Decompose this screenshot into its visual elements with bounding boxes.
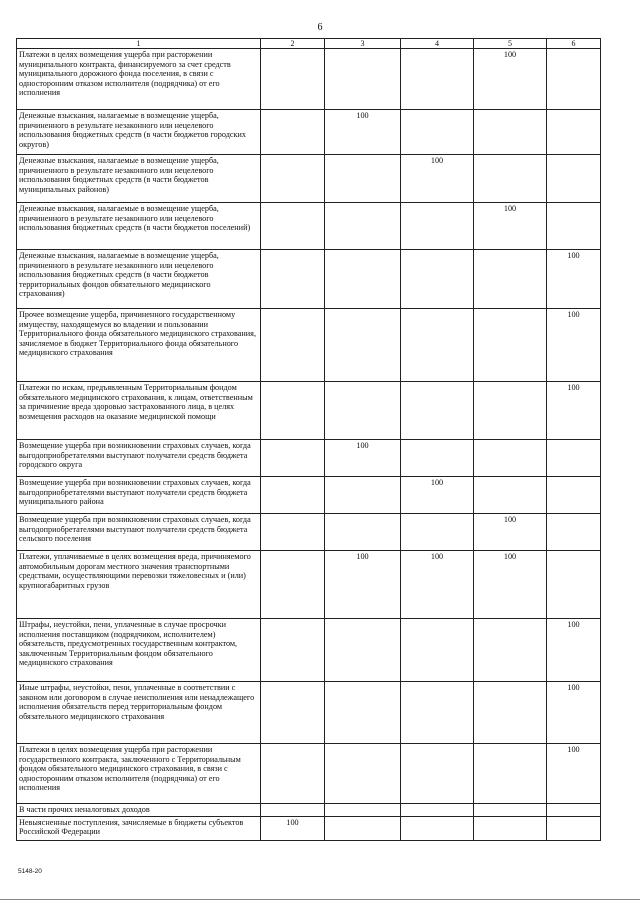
percent-cell <box>261 477 325 514</box>
percent-cell: 100 <box>401 155 474 203</box>
percent-cell: 100 <box>401 551 474 619</box>
percent-cell <box>261 155 325 203</box>
percent-cell <box>474 110 547 155</box>
percent-cell <box>261 382 325 440</box>
percent-cell <box>474 309 547 382</box>
percent-cell <box>547 477 601 514</box>
percent-cell <box>474 816 547 840</box>
percent-cell <box>261 514 325 551</box>
percent-cell <box>325 250 401 309</box>
percent-cell <box>547 816 601 840</box>
percent-cell <box>547 203 601 250</box>
row-description: Платежи по искам, предъявленным Территориальным фондом обязательного медицинского страхования, к лицам, ответственным за причинение вреда здоровью застрахованного лица, в целях возмещения расходов на оказание медицинской помощи <box>17 382 261 440</box>
percent-cell: 100 <box>474 514 547 551</box>
percent-cell <box>401 203 474 250</box>
table-row <box>17 682 601 744</box>
percent-cell <box>547 110 601 155</box>
row-description: Денежные взыскания, налагаемые в возмещение ущерба, причиненного в результате незаконного или нецелевого использования бюджетных средств (в части бюджетов поселений) <box>17 203 261 250</box>
percent-cell <box>547 514 601 551</box>
percent-cell <box>261 744 325 804</box>
table-row <box>17 804 601 817</box>
percent-cell <box>325 816 401 840</box>
percent-cell <box>401 744 474 804</box>
page-edge-line <box>0 899 640 900</box>
table-row <box>17 49 601 110</box>
percent-cell <box>401 816 474 840</box>
percent-cell <box>325 309 401 382</box>
table-row <box>17 477 601 514</box>
percent-cell <box>474 155 547 203</box>
percent-cell <box>474 440 547 477</box>
percent-cell <box>325 382 401 440</box>
percent-cell: 100 <box>325 551 401 619</box>
percent-cell <box>401 804 474 817</box>
percent-cell <box>401 514 474 551</box>
row-description: Невыясненные поступления, зачисляемые в бюджеты субъектов Российской Федерации <box>17 816 261 840</box>
percent-cell: 100 <box>474 551 547 619</box>
percent-cell <box>474 382 547 440</box>
percent-cell <box>261 49 325 110</box>
percent-cell <box>261 804 325 817</box>
table-row <box>17 551 601 619</box>
table-row <box>17 203 601 250</box>
table-row <box>17 514 601 551</box>
percent-cell <box>474 682 547 744</box>
percent-cell <box>401 619 474 682</box>
table-row <box>17 440 601 477</box>
row-description: Возмещение ущерба при возникновении страховых случаев, когда выгодоприобретателями выступают получатели средств бюджета сельского поселения <box>17 514 261 551</box>
column-header: 2 <box>261 39 325 49</box>
row-description: Денежные взыскания, налагаемые в возмещение ущерба, причиненного в результате незаконного или нецелевого использования бюджетных средств (в части бюджетов городских округов) <box>17 110 261 155</box>
table-row <box>17 155 601 203</box>
percent-cell: 100 <box>547 309 601 382</box>
table-row <box>17 250 601 309</box>
percent-cell <box>474 477 547 514</box>
column-header: 1 <box>17 39 261 49</box>
percent-cell <box>401 250 474 309</box>
percent-cell: 100 <box>261 816 325 840</box>
table-row <box>17 816 601 840</box>
page-number: 6 <box>317 22 323 33</box>
percent-cell <box>261 440 325 477</box>
percent-cell <box>325 477 401 514</box>
row-description: Платежи в целях возмещения ущерба при расторжении муниципального контракта, финансируемого за счет средств муниципального дорожного фонда поселения, в связи с односторонним отказом исполнителя (подрядчика) от его исполнения <box>17 49 261 110</box>
percent-cell: 100 <box>547 250 601 309</box>
percent-cell: 100 <box>325 110 401 155</box>
column-header: 4 <box>401 39 474 49</box>
percent-cell <box>401 49 474 110</box>
percent-cell: 100 <box>401 477 474 514</box>
percent-cell <box>547 155 601 203</box>
row-description: Платежи в целях возмещения ущерба при расторжении государственного контракта, заключенного с Территориальным фондом обязательного медицинского страхования, в связи с односторонним отказом исполнителя (подрядчика) от его исполнения <box>17 744 261 804</box>
percent-cell <box>325 203 401 250</box>
row-description: Штрафы, неустойки, пени, уплаченные в случае просрочки исполнения поставщиком (подрядчиком, исполнителем) обязательств, предусмотренных государственным контрактом, заключенным Территориальным фондом обязательного медицинского страхования <box>17 619 261 682</box>
row-description: Денежные взыскания, налагаемые в возмещение ущерба, причиненного в результате незаконного или нецелевого использования бюджетных средств (в части бюджетов территориальных фондов обязательного медицинского страхования) <box>17 250 261 309</box>
percent-cell <box>401 440 474 477</box>
percent-cell <box>547 49 601 110</box>
row-description: В части прочих неналоговых доходов <box>17 804 261 817</box>
percent-cell <box>547 804 601 817</box>
row-description: Возмещение ущерба при возникновении страховых случаев, когда выгодоприобретателями выступают получатели средств бюджета муниципального района <box>17 477 261 514</box>
percent-cell <box>325 619 401 682</box>
table-header-row <box>17 39 601 49</box>
table-row <box>17 619 601 682</box>
percent-cell <box>547 440 601 477</box>
percent-cell <box>325 682 401 744</box>
column-header: 6 <box>547 39 601 49</box>
percent-cell <box>261 551 325 619</box>
table-row <box>17 744 601 804</box>
row-description: Прочее возмещение ущерба, причиненного государственному имуществу, находящемуся во владении и пользовании Территориального фонда обязательного медицинского страхования, зачисляемое в бюджет Территориального фонда обязательного медицинского страхования <box>17 309 261 382</box>
row-description: Возмещение ущерба при возникновении страховых случаев, когда выгодоприобретателями выступают получатели средств бюджета городского округа <box>17 440 261 477</box>
percent-cell <box>474 744 547 804</box>
percent-cell <box>261 682 325 744</box>
percent-cell: 100 <box>325 440 401 477</box>
row-description: Иные штрафы, неустойки, пени, уплаченные в соответствии с законом или договором в случае неисполнения или ненадлежащего исполнения обязательств перед территориальным фондом обязательного медицинского страхования <box>17 682 261 744</box>
percent-cell <box>261 203 325 250</box>
column-header: 5 <box>474 39 547 49</box>
percent-cell <box>474 804 547 817</box>
percent-cell <box>401 682 474 744</box>
row-description: Денежные взыскания, налагаемые в возмещение ущерба, причиненного в результате незаконного или нецелевого использования бюджетных средств (в части бюджетов муниципальных районов) <box>17 155 261 203</box>
percent-cell <box>401 110 474 155</box>
row-description: Платежи, уплачиваемые в целях возмещения вреда, причиняемого автомобильным дорогам местного значения транспортными средствами, осуществляющими перевозки тяжеловесных и (или) крупногабаритных грузов <box>17 551 261 619</box>
percent-cell: 100 <box>547 382 601 440</box>
revenue-distribution-table <box>16 38 601 841</box>
percent-cell: 100 <box>547 619 601 682</box>
percent-cell <box>474 250 547 309</box>
column-header: 3 <box>325 39 401 49</box>
percent-cell <box>261 309 325 382</box>
table-row <box>17 110 601 155</box>
percent-cell <box>547 551 601 619</box>
percent-cell <box>325 514 401 551</box>
document-code: 5148-20 <box>18 868 42 875</box>
percent-cell <box>261 110 325 155</box>
percent-cell <box>261 250 325 309</box>
percent-cell: 100 <box>547 744 601 804</box>
table-row <box>17 309 601 382</box>
percent-cell: 100 <box>474 49 547 110</box>
percent-cell: 100 <box>474 203 547 250</box>
percent-cell <box>325 744 401 804</box>
percent-cell <box>474 619 547 682</box>
percent-cell <box>325 49 401 110</box>
percent-cell <box>325 804 401 817</box>
percent-cell <box>401 309 474 382</box>
percent-cell <box>325 155 401 203</box>
percent-cell: 100 <box>547 682 601 744</box>
table-row <box>17 382 601 440</box>
percent-cell <box>261 619 325 682</box>
percent-cell <box>401 382 474 440</box>
